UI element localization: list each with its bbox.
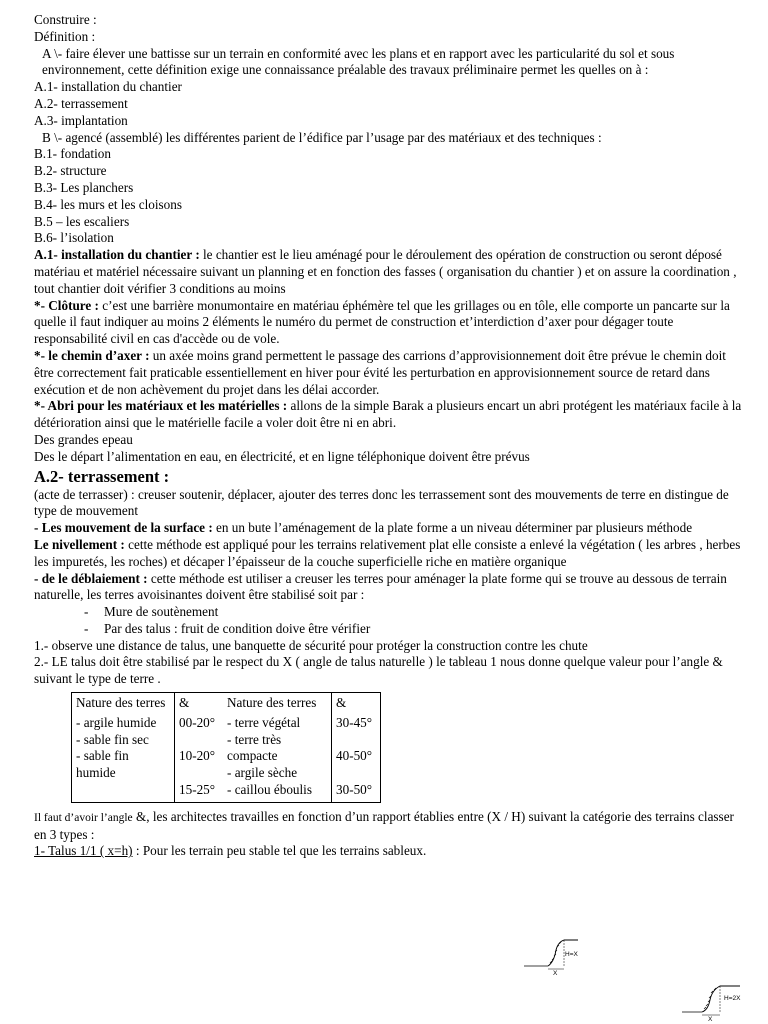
b-items-list bbox=[34, 146, 742, 247]
heading-definition: Définition : bbox=[34, 28, 96, 44]
abri-text: allons de la simple Barak a plusieurs encart un abri protégent les matériaux facile à la détérioration ainsi que le matérielle facile a voler doit être ni en abri. bbox=[34, 398, 742, 431]
table-cell-right-natures: - terre végétal - terre très compacte - argile sèche - caillou éboulis bbox=[227, 714, 312, 798]
table-header-cell: Nature des terres bbox=[76, 695, 166, 711]
cloture-text: c’est une barrière monumontaire en matériau éphémère tel que les grillages ou en tôle, elle comporte un pancarte sur la quelle il faut indiquer au moins 2 éléments le numéro du permet de construction et’interdiction d’axer pour dégager toute responsabilité civil en cas d'accède ou de vole. bbox=[34, 297, 730, 347]
table-header-cell: Nature des terres bbox=[227, 695, 317, 711]
list-item: B.3- Les planchers bbox=[34, 179, 134, 195]
list-item: B.1- fondation bbox=[34, 146, 111, 162]
table-cell-right-angles: 30-45° 40-50° 30-50° bbox=[332, 715, 381, 802]
heading-construire: Construire : bbox=[34, 12, 97, 27]
paragraph-a2: (acte de terrasser) : creuser soutenir, déplacer, ajouter des terres donc les terrassement sont des mouvements de terre en distingue de type de mouvement bbox=[34, 486, 729, 519]
chemin-title: *- le chemin d’axer : bbox=[34, 347, 150, 363]
deblaiement-text: cette méthode est utiliser a creuser les terres pour aménager la plate forme qui se trouve au dessous de terrain naturelle, les terres avoisinantes doivent être stabilisé soit par : bbox=[34, 570, 727, 603]
list-item: A.2- terrassement bbox=[34, 95, 128, 111]
list-item: A.3- implantation bbox=[34, 112, 128, 128]
table-cell-left-angles: 00-20° 10-20° 15-25° bbox=[175, 715, 224, 802]
paragraph-cloture bbox=[34, 298, 742, 348]
table-header-cell: & bbox=[332, 693, 381, 715]
list-item: A.1- installation du chantier bbox=[34, 79, 182, 95]
chemin-text: un axée moins grand permettent le passage des carrions d’approvisionnement doit être prévue le chemin doit être correctement fait praticable essentiellement en hiver pour évité les perturbation en approvisionnement source de retard dans exécution et de non achèvement du projet dans les délai accorder. bbox=[34, 347, 726, 397]
h-label: H=2X bbox=[724, 995, 741, 1002]
paragraph-talus-1 bbox=[34, 843, 742, 860]
il-faut-text: &, les architectes travailles en fonction d’un rapport établies entre (X / H) suivant la catégorie des terrains classer en 3 types : bbox=[34, 808, 734, 842]
abri-title: *- Abri pour les matériaux et les matérielles : bbox=[34, 398, 288, 414]
bullet-dash-icon: - bbox=[84, 620, 89, 636]
table-row bbox=[72, 715, 381, 802]
paragraph-deblaiement bbox=[34, 571, 742, 605]
mouvement-title: - Les mouvement de la surface : bbox=[34, 520, 213, 536]
list-item: B.6- l’isolation bbox=[34, 230, 114, 246]
deblaiement-title: - de le déblaiement : bbox=[34, 570, 148, 586]
nivellement-text: cette méthode est appliqué pour les terrains relativement plat elle consiste a enlevé la végétation ( les arbres , herbes les impuretés, les roches) et décaper l’épaisseur de la couche superficielle riche en matière organique bbox=[34, 536, 741, 569]
note-1: 1.- observe une distance de talus, une banquette de sécurité pour protéger la construction contre les chute bbox=[34, 637, 588, 653]
paragraph-nivellement bbox=[34, 537, 742, 571]
section-title-a2: A.2- terrassement : bbox=[34, 466, 170, 486]
table-cell-left-natures: - argile humide - sable fin sec - sable fin humide bbox=[76, 714, 157, 781]
bullet-item: - Par des talus : fruit de condition doive être vérifier bbox=[84, 620, 371, 636]
h-label: H=X bbox=[565, 951, 578, 958]
list-item: B.2- structure bbox=[34, 163, 107, 179]
list-item: B.4- les murs et les cloisons bbox=[34, 196, 182, 212]
line-depart: Des le départ l’alimentation en eau, en électricité, et en ligne téléphonique doivent être prévus bbox=[34, 448, 530, 464]
paragraph-il-faut bbox=[34, 809, 742, 844]
il-faut-small-text: Il faut d’avoir l’angle bbox=[34, 811, 133, 824]
talus-1-text: : Pour les terrain peu stable tel que les terrains sableux. bbox=[132, 843, 427, 859]
bullet-item: - Mure de soutènement bbox=[84, 604, 219, 620]
table-header-cell: & bbox=[175, 693, 224, 715]
paragraph-mouvement bbox=[34, 520, 742, 537]
nivellement-title: Le nivellement : bbox=[34, 536, 125, 552]
x-label: X bbox=[553, 970, 558, 976]
x-label: X bbox=[708, 1016, 713, 1022]
mouvement-text: en un bute l’aménagement de la plate forme a un niveau déterminer par plusieurs méthode bbox=[212, 520, 693, 536]
paragraph-a-intro: A \- faire élever une battisse sur un terrain en conformité avec les plans et en rapport avec les particularité du sol et sous environnement, cette définition exige une connaissance préalable des travaux préliminaire permet les quelles on à : bbox=[42, 45, 675, 78]
note-2: 2.- LE talus doit être stabilisé par le respect du X ( angle de talus naturelle ) le tableau 1 nous donne quelque valeur pour l’angle & suivant le type de terre . bbox=[34, 654, 723, 687]
terrain-angle-table bbox=[71, 692, 381, 803]
a1-text: le chantier est le lieu aménagé pour le déroulement des opération de construction ou seront déposé matériau et matériel nécessaire suivant un planning et en fonction des fasses ( organisation du chantier ) et on assure la coordination , tout chantier doit vérifier 3 conditions au moins bbox=[34, 247, 737, 296]
paragraph-a1 bbox=[34, 247, 742, 297]
paragraph-abri bbox=[34, 398, 742, 432]
document-page bbox=[34, 12, 742, 860]
bullet-dash-icon: - bbox=[84, 604, 89, 620]
talus-1-label: 1- Talus 1/1 ( x=h) bbox=[34, 843, 133, 859]
cloture-title: *- Clôture : bbox=[34, 297, 99, 313]
talus-diagram-2 bbox=[680, 982, 760, 1022]
a1-title: A.1- installation du chantier : bbox=[34, 247, 200, 263]
list-item: B.5 – les escaliers bbox=[34, 213, 130, 229]
table-header-row bbox=[72, 693, 381, 715]
talus-diagram-1 bbox=[522, 936, 592, 976]
line-grandes-epeau: Des grandes epeau bbox=[34, 431, 133, 447]
paragraph-b-intro: B \- agencé (assemblé) les différentes parient de l’édifice par l’usage par des matériaux et des techniques : bbox=[42, 129, 602, 145]
paragraph-chemin bbox=[34, 348, 742, 398]
a-items-list bbox=[34, 79, 742, 129]
